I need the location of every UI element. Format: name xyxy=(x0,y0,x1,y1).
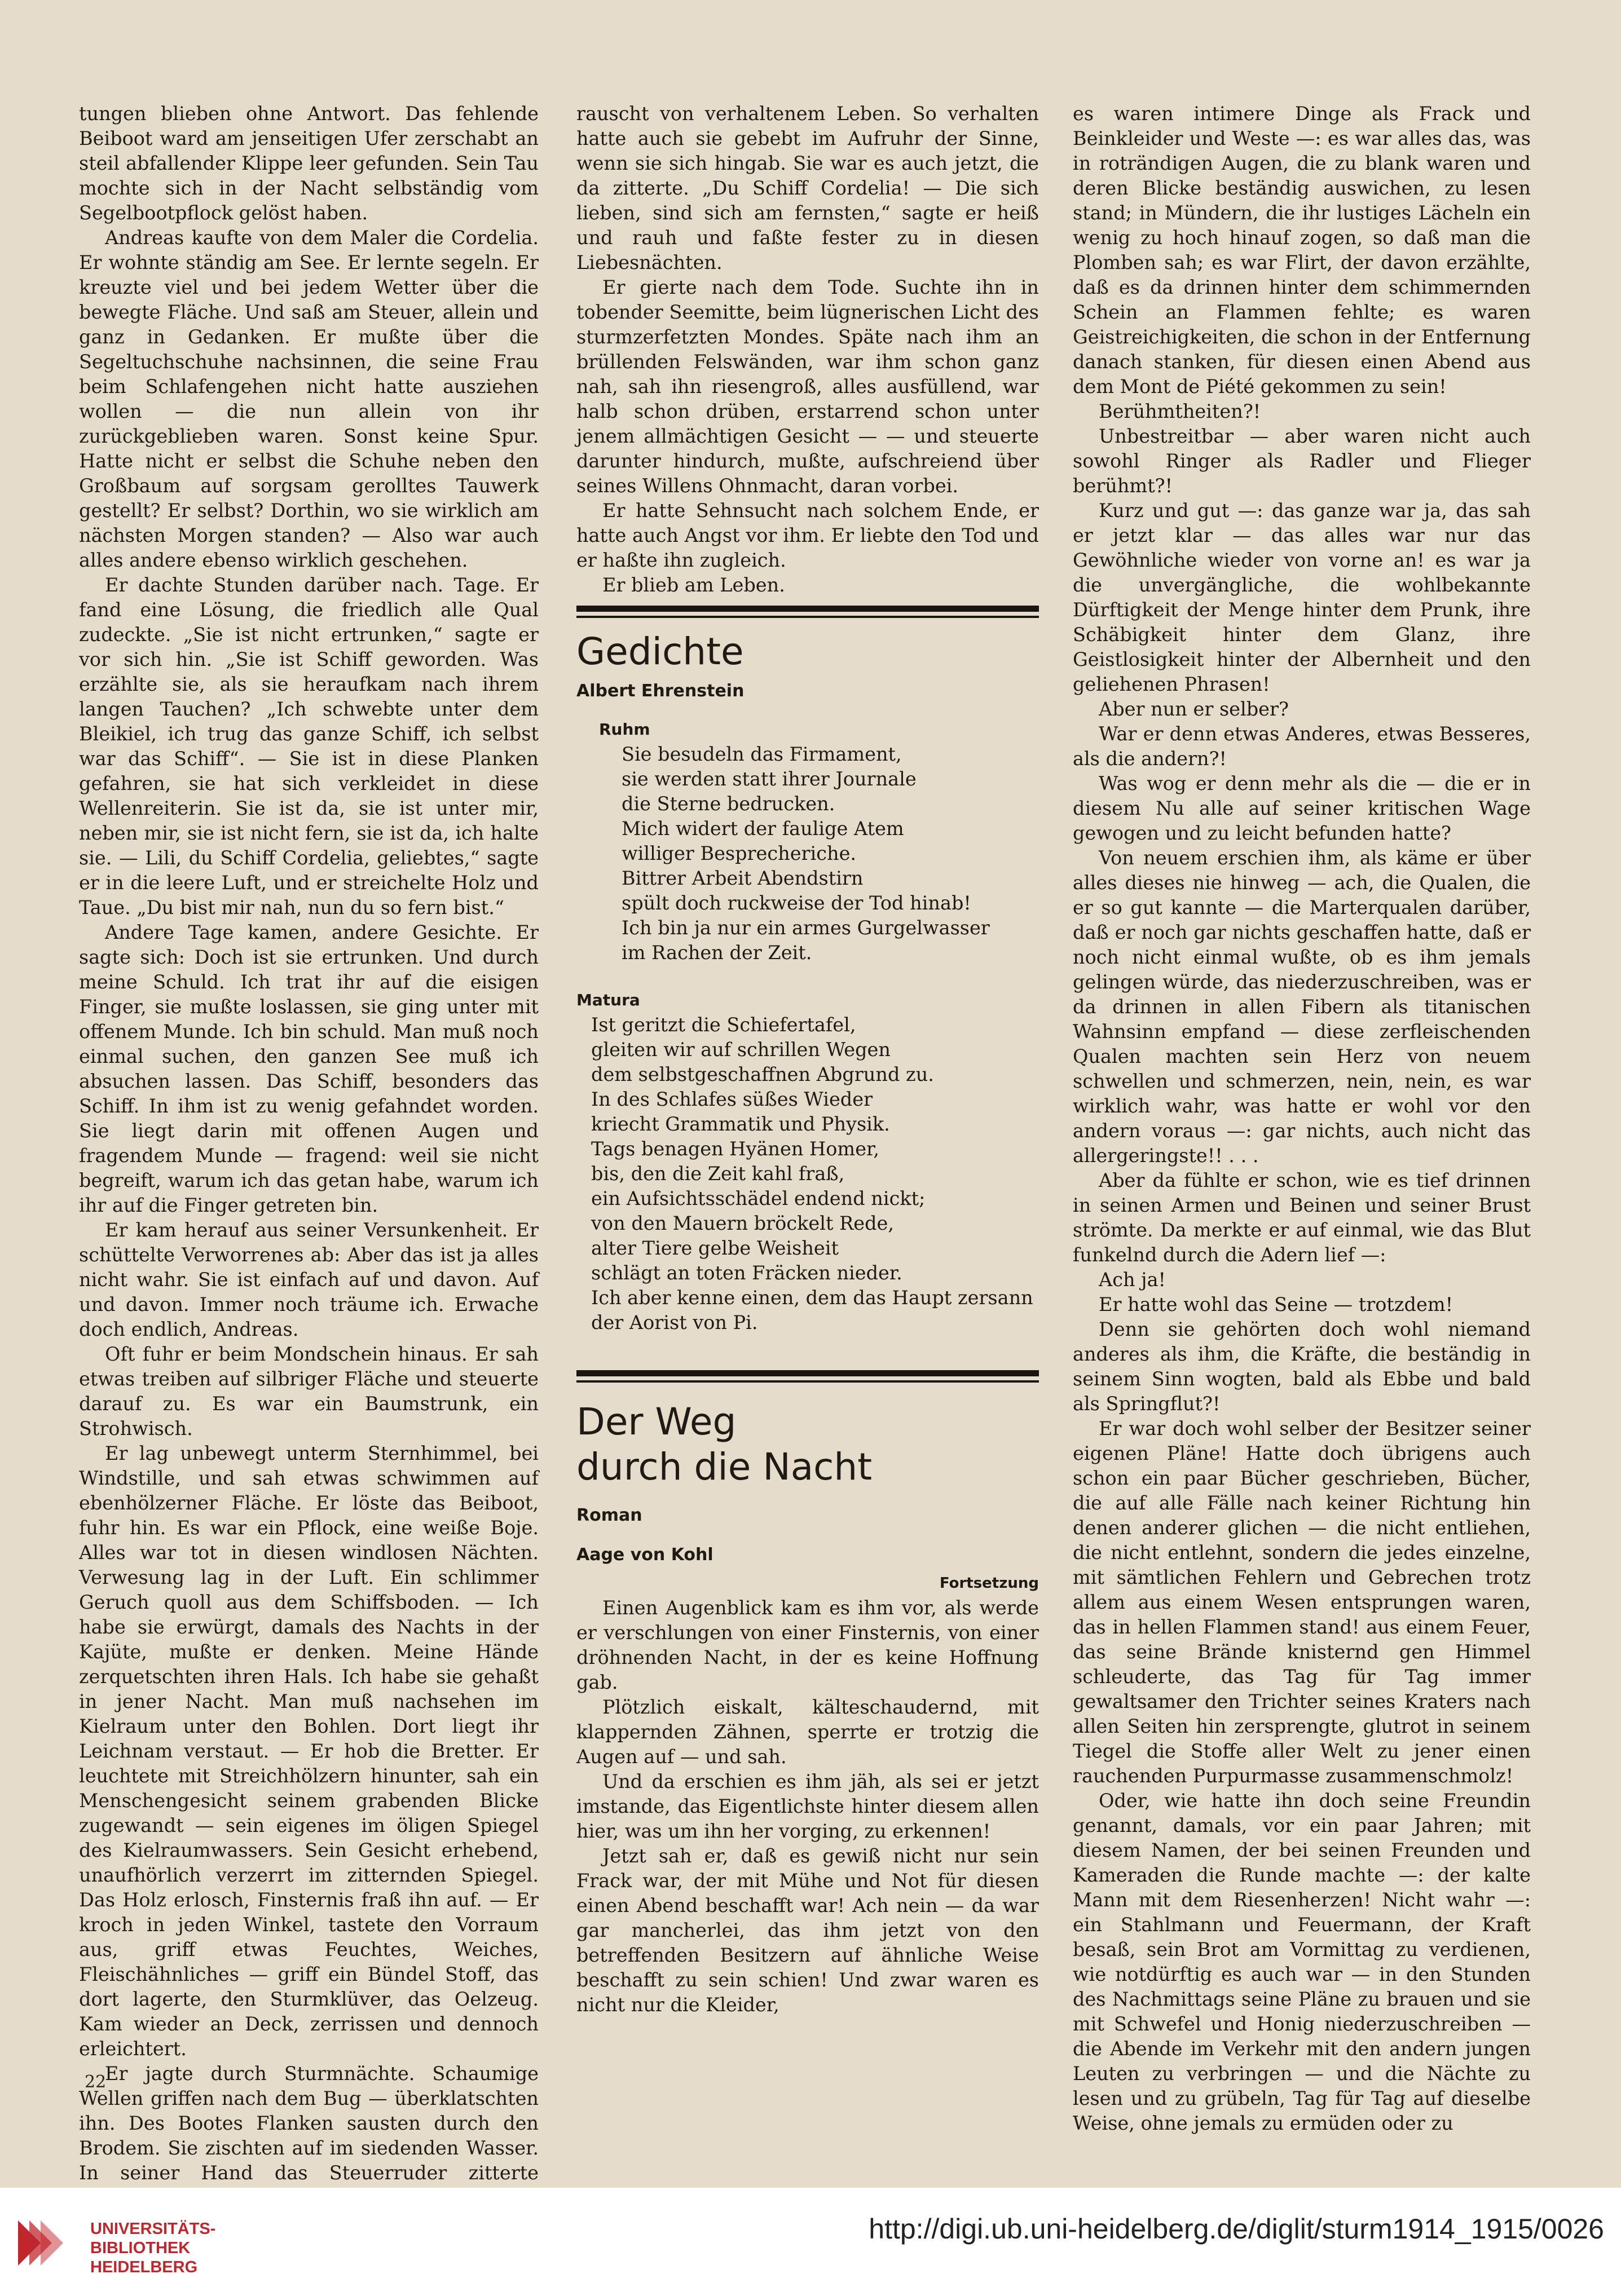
paragraph: Und da erschien es ihm jäh, als sei er jetzt imstande, das Eigentlichste hinter diesem allen hier, was um ihn her vorging, zu erkennen! xyxy=(576,1770,1039,1842)
continuation-note: Fortsetzung xyxy=(939,1575,1039,1592)
story-ending xyxy=(576,101,1039,598)
poem-line: von den Mauern bröckelt Rede, xyxy=(591,1212,895,1234)
paragraph: Er gierte nach dem Tode. Suchte ihn in tobender Seemitte, beim lügnerischen Licht des sturmzerfetzten Mondes. Späte nach ihm an brüllenden Felswänden, war ihm schon ganz nah, sah ihn riesengroß, alles ausfüllend, war halb schon drüben, erstarrend schon unter jenem allmächtigen Gesicht — — und steuerte darunter hindurch, mußte, aufschreiend über seines Willens Ohnmacht, daran vorbei. xyxy=(576,276,1039,497)
paragraph: Aber nun er selber? xyxy=(1099,698,1289,720)
paragraph: Einen Augenblick kam es ihm vor, als werde er verschlungen von einer Finsternis, von einer dröhnenden Nacht, in der es keine Hoffnung gab. xyxy=(576,1597,1039,1693)
poem-line: dem selbstgeschaffnen Abgrund zu. xyxy=(591,1063,934,1085)
poem-line: Ich bin ja nur ein armes Gurgelwasser xyxy=(622,917,990,939)
library-name-line2: BIBLIOTHEK xyxy=(90,2239,191,2257)
paragraph: Andreas kaufte von dem Maler die Cordelia. Er wohnte ständig am See. Er lernte segeln. Er kreuzte viel und bei jedem Wetter über die bewegte Fläche. Und saß am Steuer, allein und ganz in Gedanken. Er mußte über die Segeltuchschuhe nachsinnen, die seine Frau beim Schlafengehen nicht hatte ausziehen wollen — die nun allein von ihr zurückgeblieben waren. Sonst keine Spur. Hatte nicht er selbst die Schuhe neben den Großbaum auf sorgsam gerolltes Tauwerk gestellt? Er selbst? Dorthin, wo sie wirklich am nächsten Morgen standen? — Also war auch alles andere ebenso wirklich geschehen. xyxy=(79,227,539,571)
poem-line: sie werden statt ihrer Journale xyxy=(622,768,917,790)
paragraph: Plötzlich eiskalt, kälteschaudernd, mit klappernden Zähnen, sperrte er trotzig die Augen auf — und sah. xyxy=(576,1696,1039,1768)
poem-title-ruhm: Ruhm xyxy=(599,720,650,739)
poem-line: im Rachen der Zeit. xyxy=(622,942,812,964)
column-middle xyxy=(576,101,1039,2017)
paragraph: es waren intimere Dinge als Frack und Beinkleider und Weste —: es war alles das, was in roträndigen Augen, die zu blank waren und deren Blicke beständig auswichen, zu lesen stand; in Mündern, die ihr lustiges Lächeln ein wenig zu hoch hinauf zogen, so daß man die Plomben sah; es war Flirt, der davon erzählte, daß es da drinnen hinter dem schimmernden Schein an Flammen fehlte; es waren Geistreichigkeiten, die schon in der Entfernung danach stanken, für diesen einen Abend aus dem Mont de Piété gekommen zu sein! xyxy=(1073,103,1531,398)
poem-line: Ich aber kenne einen, dem das Haupt zersann xyxy=(591,1287,1033,1309)
poem-line: Bittrer Arbeit Abendstirn xyxy=(622,867,864,889)
paragraph: Oft fuhr er beim Mondschein hinaus. Er sah etwas treiben auf silbriger Fläche und steuerte darauf zu. Es war ein Baumstrunk, ein Strohwisch. xyxy=(79,1343,539,1440)
library-name-line3: HEIDELBERG xyxy=(90,2258,198,2276)
page-number: 22 xyxy=(85,2072,107,2092)
poem-title-matura: Matura xyxy=(576,991,640,1009)
paragraph: Ach ja! xyxy=(1099,1269,1166,1291)
poem-line: die Sterne bedrucken. xyxy=(622,793,835,815)
poem-line: Sie besudeln das Firmament, xyxy=(622,743,902,765)
section-title-gedichte: Gedichte xyxy=(576,630,744,673)
section-divider xyxy=(576,1370,1039,1383)
section-divider xyxy=(576,606,1039,618)
paragraph: Berühmtheiten?! xyxy=(1099,400,1261,422)
poem-line: bis, den die Zeit kahl fraß, xyxy=(591,1163,845,1185)
library-name[interactable] xyxy=(90,2219,215,2277)
university-library-logo-icon[interactable] xyxy=(12,2215,80,2274)
poem-line: der Aorist von Pi. xyxy=(591,1312,758,1334)
paragraph: Jetzt sah er, daß es gewiß nicht nur sein Frack war, der mit Mühe und Not für diesen einen Abend beschafft war! Ach nein — da war gar mancherlei, das ihm jetzt von den betreffenden Besitzern auf ähnliche Weise beschafft zu sein schien! Und zwar waren es nicht nur die Kleider, xyxy=(576,1845,1039,2016)
column-left xyxy=(79,101,539,2210)
novel-author: Aage von Kohl xyxy=(576,1545,713,1565)
paragraph: War er denn etwas Anderes, etwas Besseres, als die andern?! xyxy=(1073,723,1531,770)
novel-title-line1: Der Weg xyxy=(576,1400,737,1443)
paragraph: Er hatte wohl das Seine — trotzdem! xyxy=(1099,1293,1453,1315)
poem-line: gleiten wir auf schrillen Wegen xyxy=(591,1039,891,1061)
paragraph: Oder, wie hatte ihn doch seine Freundin genannt, damals, vor ein paar Jahren; mit diesem Namen, der bei seinen Freunden und Kameraden die Runde machte —: der kalte Mann mit dem Riesenherzen! Nicht wahr —: ein Stahlmann und Feuermann, der Kraft besaß, sein Brot am Vormittag zu verdienen, wie notdürftig es auch war — in den Stunden des Nachmittags seine Pläne zu brauen und sie mit Schwefel und Honig niederzuschreiben — die Abende im Verkehr mit den andern jungen Leuten zu verbringen — und die Nächte zu lesen und zu grübeln, Tag für Tag auf dieselbe Weise, ohne jemals zu ermüden oder zu xyxy=(1073,1790,1531,2134)
paragraph: Er lag unbewegt unterm Sternhimmel, bei Windstille, und sah etwas schwimmen auf ebenhölzerner Fläche. Er löste das Beiboot, fuhr hin. Es war ein Pflock, eine weiße Boje. Alles war tot in diesen windlosen Nächten. Verwesung lag in der Luft. Ein schlimmer Geruch quoll aus dem Schiffsboden. — Ich habe sie erwürgt, damals des Nachts in der Kajüte, mußte er denken. Meine Hände zerquetschten ihren Hals. Ich habe sie gehaßt in jener Nacht. Man muß nachsehen im Kielraum unter den Bohlen. Dort liegt ihr Leichnam verstaut. — Er hob die Bretter. Er leuchtete mit Streichhölzern hinunter, sah ein Menschengesicht seinem grabenden Blicke zugewandt — sein eigenes im öligen Spiegel des Kielraumwassers. Sein Gesicht erhebend, unaufhörlich verzerrt im zitternden Spiegel. Das Holz erlosch, Finsternis fraß ihn auf. — Er kroch in jeden Winkel, tastete den Vorraum aus, griff etwas Feuchtes, Weiches, Fleischähnliches — griff ein Bündel Stoff, das dort lagerte, den Sturmklüver, das Oelzeug. Kam wieder an Deck, zerrissen und dennoch erleichtert. xyxy=(79,1442,539,2060)
paragraph: Unbestreitbar — aber waren nicht auch sowohl Ringer als Radler und Flieger berühmt?! xyxy=(1073,425,1531,497)
paragraph: Was wog er denn mehr als die — die er in diesem Nu alle auf seiner kritischen Wage gewogen und zu leicht befunden hatte? xyxy=(1073,772,1531,844)
poem-line: kriecht Grammatik und Physik. xyxy=(591,1113,890,1135)
novel-text xyxy=(576,1596,1039,2017)
library-name-line1: UNIVERSITÄTS- xyxy=(90,2220,216,2238)
poem-line: Tags benagen Hyänen Homer, xyxy=(591,1138,880,1160)
poem-line: In des Schlafes süßes Wieder xyxy=(591,1088,873,1110)
poem-line: Ist geritzt die Schiefertafel, xyxy=(591,1014,856,1036)
paragraph: Von neuem erschien ihm, als käme er über alles dieses nie hinweg — ach, die Qualen, die er so gut kannte — die Marterqualen darüber, daß er noch gar nichts geschaffen hatte, daß er noch nicht einmal wußte, ob es ihm jemals gelingen würde, das niederzuschreiben, was er da drinnen in allen Fibern als titanischen Wahnsinn empfand — diese zerfleischenden Qualen machten sein Herz von neuem schwellen und schmerzen, nein, nein, es war wirklich wahr, was hatte er wohl vor den andern voraus —: gar nichts, auch nicht das allergeringste!! . . . xyxy=(1073,847,1531,1167)
paragraph: Andere Tage kamen, andere Gesichte. Er sagte sich: Doch ist sie ertrunken. Und durch meine Schuld. Ich trat ihr auf die eisigen Finger, sie mußte loslassen, sie ging unter mit offenem Munde. Ich bin schuld. Man muß noch einmal suchen, den ganzen See muß ich absuchen lassen. Das Schiff, besonders das Schiff. In ihm ist zu wenig gefahndet worden. Sie liegt darin mit offenen Augen und fragendem Munde — fragend: weil sie nicht begreift, warum ich das getan habe, warum ich ihr auf die Finger getreten bin. xyxy=(79,921,539,1216)
paragraph: tungen blieben ohne Antwort. Das fehlende Beiboot ward am jenseitigen Ufer zerschabt an steil abfallender Klippe leer gefunden. Sein Tau mochte sich in der Nacht selbständig vom Segelbootpflock gelöst haben. xyxy=(79,103,539,224)
novel-title-line2: durch die Nacht xyxy=(576,1445,873,1489)
paragraph: Er blieb am Leben. xyxy=(602,574,785,596)
poem-line: alter Tiere gelbe Weisheit xyxy=(591,1237,839,1259)
poem-line: williger Besprecheriche. xyxy=(622,842,857,864)
paragraph: Kurz und gut —: das ganze war ja, das sah er jetzt klar — das alles war nur das Gewöhnliche wieder von vorne an! es war ja die unvergängliche, die wohlbekannte Dürftigkeit der Menge hinter dem Prunk, ihre Schäbigkeit hinter dem Glanz, ihre Geistlosigkeit hinter der Albernheit und den geliehenen Phrasen! xyxy=(1073,500,1531,695)
paragraph: Er hatte Sehnsucht nach solchem Ende, er hatte auch Angst vor ihm. Er liebte den Tod und er haßte ihn zugleich. xyxy=(576,500,1039,571)
poem-line: spült doch ruckweise der Tod hinab! xyxy=(622,892,971,914)
novel-genre: Roman xyxy=(576,1505,642,1525)
paragraph: Denn sie gehörten doch wohl niemand anderes als ihm, die Kräfte, die beständig in seinem Sinn wogten, bald als Ebbe und bald als Springflut?! xyxy=(1073,1318,1531,1415)
poem-line: Mich widert der faulige Atem xyxy=(622,818,904,840)
paragraph: Er kam herauf aus seiner Versunkenheit. Er schüttelte Verworrenes ab: Aber das ist ja alles nicht wahr. Sie ist einfach auf und davon. Auf und davon. Immer noch träume ich. Erwache doch endlich, Andreas. xyxy=(79,1219,539,1340)
poem-line: ein Aufsichtsschädel endend nickt; xyxy=(591,1187,926,1209)
paragraph: Er jagte durch Sturmnächte. Schaumige Wellen griffen nach dem Bug — überklatschten ihn. Des Bootes Flanken sausten durch den Brodem. Sie zischten auf im siedenden Wasser. In seiner Hand das Steuerruder zitterte xyxy=(79,2063,539,2184)
paragraph: rauscht von verhaltenem Leben. So verhalten hatte auch sie gebebt im Aufruhr der Sinne, wenn sie sich hingab. Sie war es auch jetzt, die da zitterte. „Du Schiff Cordelia! — Die sich lieben, sind sich am fernsten,“ sagte er heiß und rauh und faßte fester zu in diesen Liebesnächten. xyxy=(576,103,1039,273)
paragraph: Er dachte Stunden darüber nach. Tage. Er fand eine Lösung, die friedlich alle Qual zudeckte. „Sie ist nicht ertrunken,“ sagte er vor sich hin. „Sie ist Schiff geworden. Was erzählte sie, als sie heraufkam nach ihrem langen Tauchen? „Ich schwebte unter dem Bleikiel, ich trug das ganze Schiff, ich selbst war das Schiff“. — Sie ist in diese Planken gefahren, sie hat sich verkleidet in diese Wellenreiterin. Sie ist da, sie ist unter mir, neben mir, sie ist nicht fern, sie ist da, ich halte sie. — Lili, du Schiff Cordelia, geliebtes,“ sagte er in die leere Luft, und er streichelte Holz und Taue. „Du bist mir nah, nun du so fern bist.“ xyxy=(79,574,539,919)
poem-matura xyxy=(591,1013,1039,1335)
poet-name: Albert Ehrenstein xyxy=(576,681,745,701)
poem-ruhm xyxy=(622,742,1039,965)
paragraph: Er war doch wohl selber der Besitzer seiner eigenen Pläne! Hatte doch übrigens auch schon ein paar Bücher geschrieben, Bücher, die auf alle Fälle nach keiner Richtung hin denen anderer glichen — die nicht entliehen, die nicht entlehnt, sondern die jedes einzelne, mit sämtlichen Fehlern und Gebrechen trotz allem aus einem Wesen entsprungen waren, das in hellen Flammen stand! aus einem Feuer, das seine Brände knisternd gen Himmel schleuderte, das Tag für Tag immer gewaltsamer den Trichter seines Kraters nach allen Seiten hin zersprengte, glutrot in seinem Tiegel die Stoffe aller Welt zu jener einen rauchenden Purpurmasse zusammenschmolz! xyxy=(1073,1418,1531,1787)
column-right xyxy=(1073,101,1531,2136)
poem-line: schlägt an toten Fräcken nieder. xyxy=(591,1262,902,1284)
paragraph: Aber da fühlte er schon, wie es tief drinnen in seinen Armen und Beinen und seiner Brust strömte. Da merkte er auf einmal, wie das Blut funkelnd durch die Adern lief —: xyxy=(1073,1169,1531,1266)
footer-bar xyxy=(0,2188,1621,2296)
page-url[interactable]: http://digi.ub.uni-heidelberg.de/diglit/sturm1914_1915/0026 xyxy=(869,2213,1604,2245)
